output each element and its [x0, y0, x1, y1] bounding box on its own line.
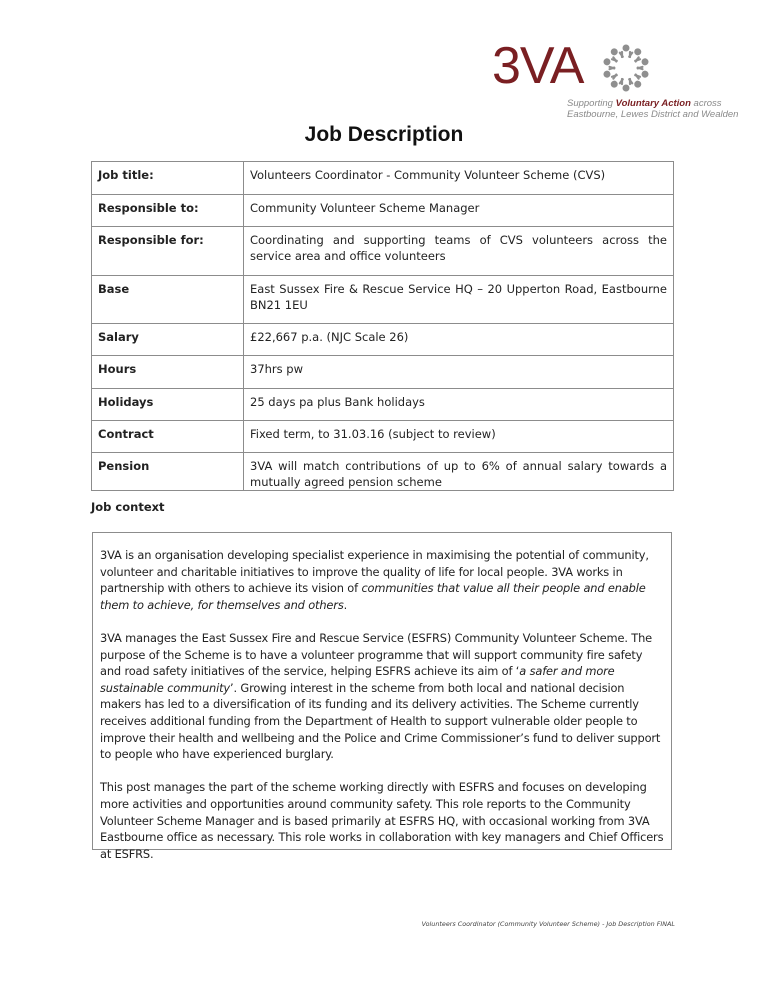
table-row — [92, 162, 674, 195]
tagline-line-2: Eastbourne, Lewes District and Wealden — [567, 109, 739, 120]
field-value: 37hrs pw — [244, 356, 674, 389]
table-row — [92, 276, 674, 324]
field-value: £22,667 p.a. (NJC Scale 26) — [244, 324, 674, 356]
field-value: Fixed term, to 31.03.16 (subject to review) — [244, 421, 674, 453]
field-value: East Sussex Fire & Rescue Service HQ – 20 Upperton Road, Eastbourne BN21 1EU — [244, 276, 674, 324]
field-label: Salary — [92, 324, 244, 356]
table-row — [92, 389, 674, 421]
field-label: Job title: — [92, 162, 244, 195]
job-context-heading: Job context — [91, 500, 165, 514]
tagline-text: across — [690, 98, 722, 109]
table-row — [92, 356, 674, 389]
table-row — [92, 421, 674, 453]
people-circle-icon — [598, 40, 654, 96]
field-label: Pension — [92, 453, 244, 491]
esfrs-aim: a safer and more sustainable community — [100, 664, 615, 695]
table-row — [92, 324, 674, 356]
context-paragraph-2: 3VA manages the East Sussex Fire and Rescue Service (ESFRS) Community Volunteer Scheme. The purpose of the Scheme is to have a volunteer programme that will support community fire safety and road safety initiatives of the service, helping ESFRS achieve its aim of ‘a safer and more sustainable community’. Growing interest in the scheme from both local and national decision makers has led to a diversification of its funding and its delivery activities. The Scheme currently receives additional funding from the Department of Health to support vulnerable older people to improve their health and wellbeing and the Police and Crime Commissioner’s fund to deliver support to people who have experienced burglary. — [100, 630, 661, 762]
job-context-box — [92, 532, 672, 861]
context-paragraph-1: 3VA is an organisation developing specialist experience in maximising the potential of community, volunteer and charitable initiatives to improve the quality of life for local people. 3VA works in partnership with others to achieve its vision of communities that value all their people and enable them to achieve, for themselves and others. — [100, 548, 649, 612]
logo-tagline — [567, 98, 768, 120]
field-label: Holidays — [92, 389, 244, 421]
page-title: Job Description — [304, 123, 464, 146]
tagline-text: Supporting — [567, 98, 616, 109]
field-value: Community Volunteer Scheme Manager — [244, 195, 674, 227]
field-label: Contract — [92, 421, 244, 453]
logo-wordmark: 3VA — [492, 37, 584, 95]
context-paragraph-3: This post manages the part of the scheme working directly with ESFRS and focuses on developing more activities and opportunities around community safety. This role reports to the Community Volunteer Scheme Manager and is based primarily at ESFRS HQ, with occasional working from 3VA Eastbourne office as necessary. This role works in collaboration with key managers and Chief Officers at ESFRS. — [100, 780, 664, 861]
table-row — [92, 195, 674, 227]
organisation-logo — [492, 37, 739, 122]
field-value: Volunteers Coordinator - Community Volunteer Scheme (CVS) — [244, 162, 674, 195]
field-label: Hours — [92, 356, 244, 389]
table-row — [92, 227, 674, 276]
field-label: Responsible to: — [92, 195, 244, 227]
field-value: Coordinating and supporting teams of CVS volunteers across the service area and office volunteers — [244, 227, 674, 276]
page-footer: Volunteers Coordinator (Community Volunteer Scheme) - Job Description FINAL — [421, 920, 675, 928]
vision-statement: communities that value all their people and enable them to achieve, for themselves and others — [100, 581, 646, 612]
table-row — [92, 453, 674, 491]
field-label: Responsible for: — [92, 227, 244, 276]
job-details-table — [91, 161, 674, 491]
field-value: 25 days pa plus Bank holidays — [244, 389, 674, 421]
tagline-accent: Voluntary Action — [615, 98, 691, 109]
field-label: Base — [92, 276, 244, 324]
field-value: 3VA will match contributions of up to 6% of annual salary towards a mutually agreed pension scheme — [244, 453, 674, 491]
